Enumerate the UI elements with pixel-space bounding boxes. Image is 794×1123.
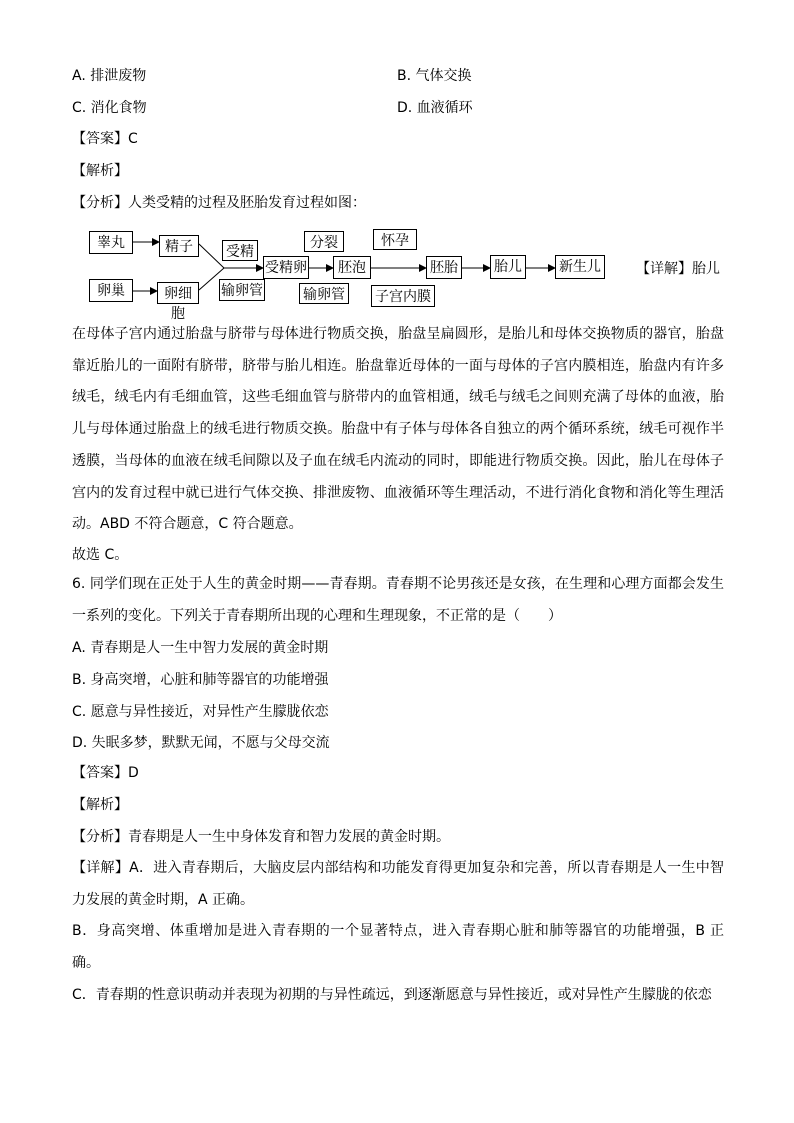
box-newborn: 新生儿 bbox=[555, 255, 605, 279]
q6-option-a: A. 青春期是人一生中智力发展的黄金时期 bbox=[72, 640, 329, 656]
question-6-stem: 6. 同学们现在正处于人生的黄金时期——青春期。青春期不论男孩还是女孩，在生理和心理方面都会发生一系列的变化。下列关于青春期所出现的心理和生理现象，不正常的是（ ） bbox=[72, 576, 724, 624]
box-pregnancy: 怀孕 bbox=[373, 229, 417, 250]
box-sperm: 精子 bbox=[159, 235, 199, 257]
q6-detail-c: C．青春期的性意识萌动并表现为初期的与异性疏远，到逐渐愿意与异性接近，或对异性产生朦胧的依恋 bbox=[72, 987, 712, 1003]
analysis-heading: 【解析】 bbox=[72, 163, 128, 179]
box-testis: 睾丸 bbox=[89, 231, 133, 254]
option-b: B. 气体交换 bbox=[397, 68, 472, 84]
q6-analysis-heading: 【解析】 bbox=[72, 797, 128, 813]
answer: 【答案】C bbox=[72, 131, 138, 147]
option-c: C. 消化食物 bbox=[72, 100, 147, 116]
q6-option-d: D. 失眠多梦，默默无闻，不愿与父母交流 bbox=[72, 735, 330, 751]
detail-paragraph: 在母体子宫内通过胎盘与脐带与母体进行物质交换，胎盘呈扁圆形，是胎儿和母体交换物质的器官，胎盘靠近胎儿的一面附有脐带，脐带与胎儿相连。胎盘靠近母体的一面与母体的子宫内膜相连，胎盘内有许多绒毛，绒毛内有毛细血管，这些毛细血管与脐带内的血管相通，绒毛与绒毛之间则充满了母体的血液，胎儿与母体通过胎盘上的绒毛进行物质交换。胎盘中有子体与母体各自独立的两个循环系统，绒毛可视作半透膜，当母体的血液在绒毛间隙以及子血在绒毛内流动的同时，即能进行物质交换。因此，胎儿在母体子宫内的发育过程中就已进行气体交换、排泄废物、血液循环等生理活动，不进行消化食物和消化等生理活动。ABD 不符合题意，C 符合题意。 bbox=[72, 326, 724, 533]
box-egg: 卵细胞 bbox=[157, 282, 199, 304]
box-ovary: 卵巢 bbox=[89, 279, 133, 302]
q6-analysis: 【分析】青春期是人一生中身体发育和智力发展的黄金时期。 bbox=[72, 829, 450, 845]
box-division: 分裂 bbox=[304, 231, 344, 252]
q6-answer: 【答案】D bbox=[72, 765, 139, 781]
conclusion: 故选 C。 bbox=[72, 547, 129, 563]
analysis-text: 【分析】人类受精的过程及胚胎发育过程如图： bbox=[72, 195, 366, 211]
box-oviduct-2: 输卵管 bbox=[299, 283, 349, 304]
q6-detail-a: 【详解】A．进入青春期后，大脑皮层内部结构和功能发育得更加复杂和完善，所以青春期是人一生中智力发展的黄金时期，A 正确。 bbox=[72, 860, 724, 908]
option-d: D. 血液循环 bbox=[397, 100, 473, 116]
box-embryo: 胚胎 bbox=[426, 256, 462, 279]
box-fetus: 胎儿 bbox=[490, 255, 526, 279]
detail-start: 【详解】胎儿 bbox=[636, 261, 720, 277]
box-zygote: 受精卵 bbox=[263, 256, 309, 279]
option-a: A. 排泄废物 bbox=[72, 68, 147, 84]
box-endometrium: 子宫内膜 bbox=[371, 285, 435, 307]
box-fertilization: 受精 bbox=[222, 240, 258, 261]
q6-detail-b: B．身高突增、体重增加是进入青春期的一个显著特点，进入青春期心脏和肺等器官的功能增强，B 正确。 bbox=[72, 923, 724, 971]
box-oviduct-1: 输卵管 bbox=[219, 279, 265, 301]
q6-option-b: B. 身高突增，心脏和肺等器官的功能增强 bbox=[72, 672, 329, 688]
box-blastocyst: 胚泡 bbox=[333, 256, 371, 279]
q6-option-c: C. 愿意与异性接近，对异性产生朦胧依恋 bbox=[72, 704, 329, 720]
